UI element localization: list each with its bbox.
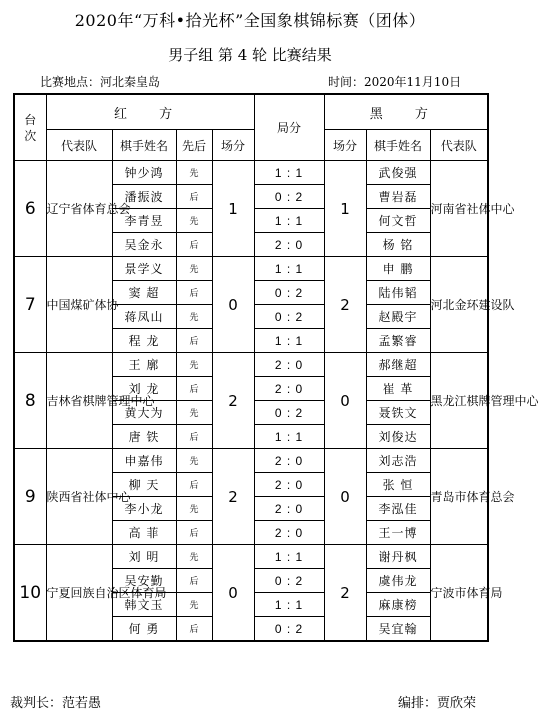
- red-player-name: 韩文玉: [112, 593, 176, 617]
- black-player-name: 何文哲: [366, 209, 430, 233]
- black-match-points: 2: [324, 257, 366, 353]
- black-player-name: 聂铁文: [366, 401, 430, 425]
- red-player-name: 黄大为: [112, 401, 176, 425]
- red-team-name: 宁夏回族自治区体育局: [46, 545, 112, 642]
- black-side-header: 黑 方: [324, 94, 488, 130]
- table-row: [14, 449, 488, 473]
- red-move-order: 先: [176, 353, 212, 377]
- red-move-order: 先: [176, 545, 212, 569]
- game-score: 1 : 1: [254, 545, 324, 569]
- black-player-name: 谢丹枫: [366, 545, 430, 569]
- black-team-name: 黑龙江棋牌管理中心: [430, 353, 488, 449]
- red-move-order: 先: [176, 449, 212, 473]
- black-player-name: 申 鹏: [366, 257, 430, 281]
- black-team-col-header: 代表队: [430, 130, 488, 161]
- game-score: 2 : 0: [254, 473, 324, 497]
- red-player-name: 刘 明: [112, 545, 176, 569]
- black-player-name: 虞伟龙: [366, 569, 430, 593]
- black-points-col-header: 场分: [324, 130, 366, 161]
- black-match-points: 1: [324, 161, 366, 257]
- game-score-header: 局分: [254, 94, 324, 161]
- red-player-name: 王 廓: [112, 353, 176, 377]
- black-player-name: 孟繁睿: [366, 329, 430, 353]
- game-score: 2 : 0: [254, 497, 324, 521]
- red-side-header: 红 方: [46, 94, 254, 130]
- table-row: [14, 257, 488, 281]
- black-team-name: 河北金环建设队: [430, 257, 488, 353]
- red-player-name: 李小龙: [112, 497, 176, 521]
- board-number: 10: [14, 545, 46, 642]
- black-match-points: 0: [324, 353, 366, 449]
- red-team-name: 陕西省社体中心: [46, 449, 112, 545]
- black-player-name: 陆伟韬: [366, 281, 430, 305]
- editor-label: 编排：贾欣荣: [398, 696, 477, 711]
- game-score: 1 : 1: [254, 161, 324, 185]
- red-team-name: 中国煤矿体协: [46, 257, 112, 353]
- black-player-name: 武俊强: [366, 161, 430, 185]
- board-number: 7: [14, 257, 46, 353]
- red-move-order: 后: [176, 473, 212, 497]
- black-player-name: 曹岩磊: [366, 185, 430, 209]
- black-player-name: 刘志浩: [366, 449, 430, 473]
- red-move-order: 后: [176, 425, 212, 449]
- red-player-name: 刘 龙: [112, 377, 176, 401]
- date-label: 时间：2020年11月10日: [328, 75, 462, 89]
- red-move-order: 后: [176, 377, 212, 401]
- black-player-name: 郝继超: [366, 353, 430, 377]
- red-move-order: 先: [176, 593, 212, 617]
- black-player-name: 杨 铭: [366, 233, 430, 257]
- table-row: [14, 545, 488, 569]
- red-player-name: 潘振波: [112, 185, 176, 209]
- red-move-order: 后: [176, 521, 212, 545]
- red-move-order: 后: [176, 329, 212, 353]
- red-match-points: 1: [212, 161, 254, 257]
- red-move-order: 后: [176, 569, 212, 593]
- red-player-col-header: 棋手姓名: [112, 130, 176, 161]
- black-team-name: 河南省社体中心: [430, 161, 488, 257]
- red-player-name: 唐 铁: [112, 425, 176, 449]
- round-header-bottom: 次: [24, 128, 37, 143]
- red-player-name: 钟少鸿: [112, 161, 176, 185]
- game-score: 0 : 2: [254, 401, 324, 425]
- red-player-name: 高 菲: [112, 521, 176, 545]
- game-score: 1 : 1: [254, 593, 324, 617]
- red-move-order: 先: [176, 209, 212, 233]
- black-player-name: 刘俊达: [366, 425, 430, 449]
- red-match-points: 0: [212, 257, 254, 353]
- black-match-points: 0: [324, 449, 366, 545]
- game-score: 1 : 1: [254, 425, 324, 449]
- board-number: 8: [14, 353, 46, 449]
- game-score: 0 : 2: [254, 185, 324, 209]
- red-order-col-header: 先后: [176, 130, 212, 161]
- red-team-name: 吉林省棋牌管理中心: [46, 353, 112, 449]
- red-points-col-header: 场分: [212, 130, 254, 161]
- black-player-name: 麻康榜: [366, 593, 430, 617]
- red-player-name: 窦 超: [112, 281, 176, 305]
- red-move-order: 后: [176, 185, 212, 209]
- black-player-name: 张 恒: [366, 473, 430, 497]
- game-score: 0 : 2: [254, 617, 324, 642]
- red-player-name: 蒋凤山: [112, 305, 176, 329]
- black-player-col-header: 棋手姓名: [366, 130, 430, 161]
- results-table: [13, 93, 539, 642]
- red-match-points: 0: [212, 545, 254, 642]
- black-player-name: 吴宜翰: [366, 617, 430, 642]
- red-move-order: 后: [176, 233, 212, 257]
- black-team-name: 宁波市体育局: [430, 545, 488, 642]
- game-score: 2 : 0: [254, 377, 324, 401]
- game-score: 0 : 2: [254, 281, 324, 305]
- black-player-name: 崔 革: [366, 377, 430, 401]
- black-match-points: 2: [324, 545, 366, 642]
- black-player-name: 王一博: [366, 521, 430, 545]
- red-player-name: 何 勇: [112, 617, 176, 642]
- red-player-name: 景学义: [112, 257, 176, 281]
- game-score: 2 : 0: [254, 521, 324, 545]
- red-move-order: 先: [176, 401, 212, 425]
- red-move-order: 先: [176, 257, 212, 281]
- red-move-order: 先: [176, 497, 212, 521]
- red-team-col-header: 代表队: [46, 130, 112, 161]
- red-match-points: 2: [212, 353, 254, 449]
- round-header-top: 台: [24, 112, 37, 127]
- game-score: 0 : 2: [254, 569, 324, 593]
- black-player-name: 赵殿宇: [366, 305, 430, 329]
- board-number: 9: [14, 449, 46, 545]
- table-row: [14, 353, 488, 377]
- round-header: [14, 94, 46, 161]
- red-player-name: 吴安勤: [112, 569, 176, 593]
- red-player-name: 程 龙: [112, 329, 176, 353]
- board-number: 6: [14, 161, 46, 257]
- referee-label: 裁判长：范若愚: [10, 696, 102, 711]
- red-player-name: 李青昱: [112, 209, 176, 233]
- game-score: 0 : 2: [254, 305, 324, 329]
- red-team-name: 辽宁省体育总会: [46, 161, 112, 257]
- red-player-name: 申嘉伟: [112, 449, 176, 473]
- red-move-order: 后: [176, 281, 212, 305]
- black-player-name: 李泓佳: [366, 497, 430, 521]
- venue-label: 比赛地点：河北秦皇岛: [40, 75, 161, 89]
- page-title: 2020年“万科•拾光杯”全国象棋锦标赛（团体）: [74, 11, 426, 30]
- red-player-name: 柳 天: [112, 473, 176, 497]
- game-score: 1 : 1: [254, 209, 324, 233]
- match-body: [14, 161, 539, 642]
- black-team-name: 青岛市体育总会: [430, 449, 488, 545]
- page-subtitle: 男子组 第 4 轮 比赛结果: [168, 46, 332, 64]
- red-move-order: 先: [176, 305, 212, 329]
- game-score: 2 : 0: [254, 449, 324, 473]
- red-match-points: 2: [212, 449, 254, 545]
- game-score: 1 : 1: [254, 329, 324, 353]
- game-score: 2 : 0: [254, 353, 324, 377]
- game-score: 1 : 1: [254, 257, 324, 281]
- red-move-order: 先: [176, 161, 212, 185]
- game-score: 2 : 0: [254, 233, 324, 257]
- red-move-order: 后: [176, 617, 212, 642]
- red-player-name: 吴金永: [112, 233, 176, 257]
- table-row: [14, 161, 488, 185]
